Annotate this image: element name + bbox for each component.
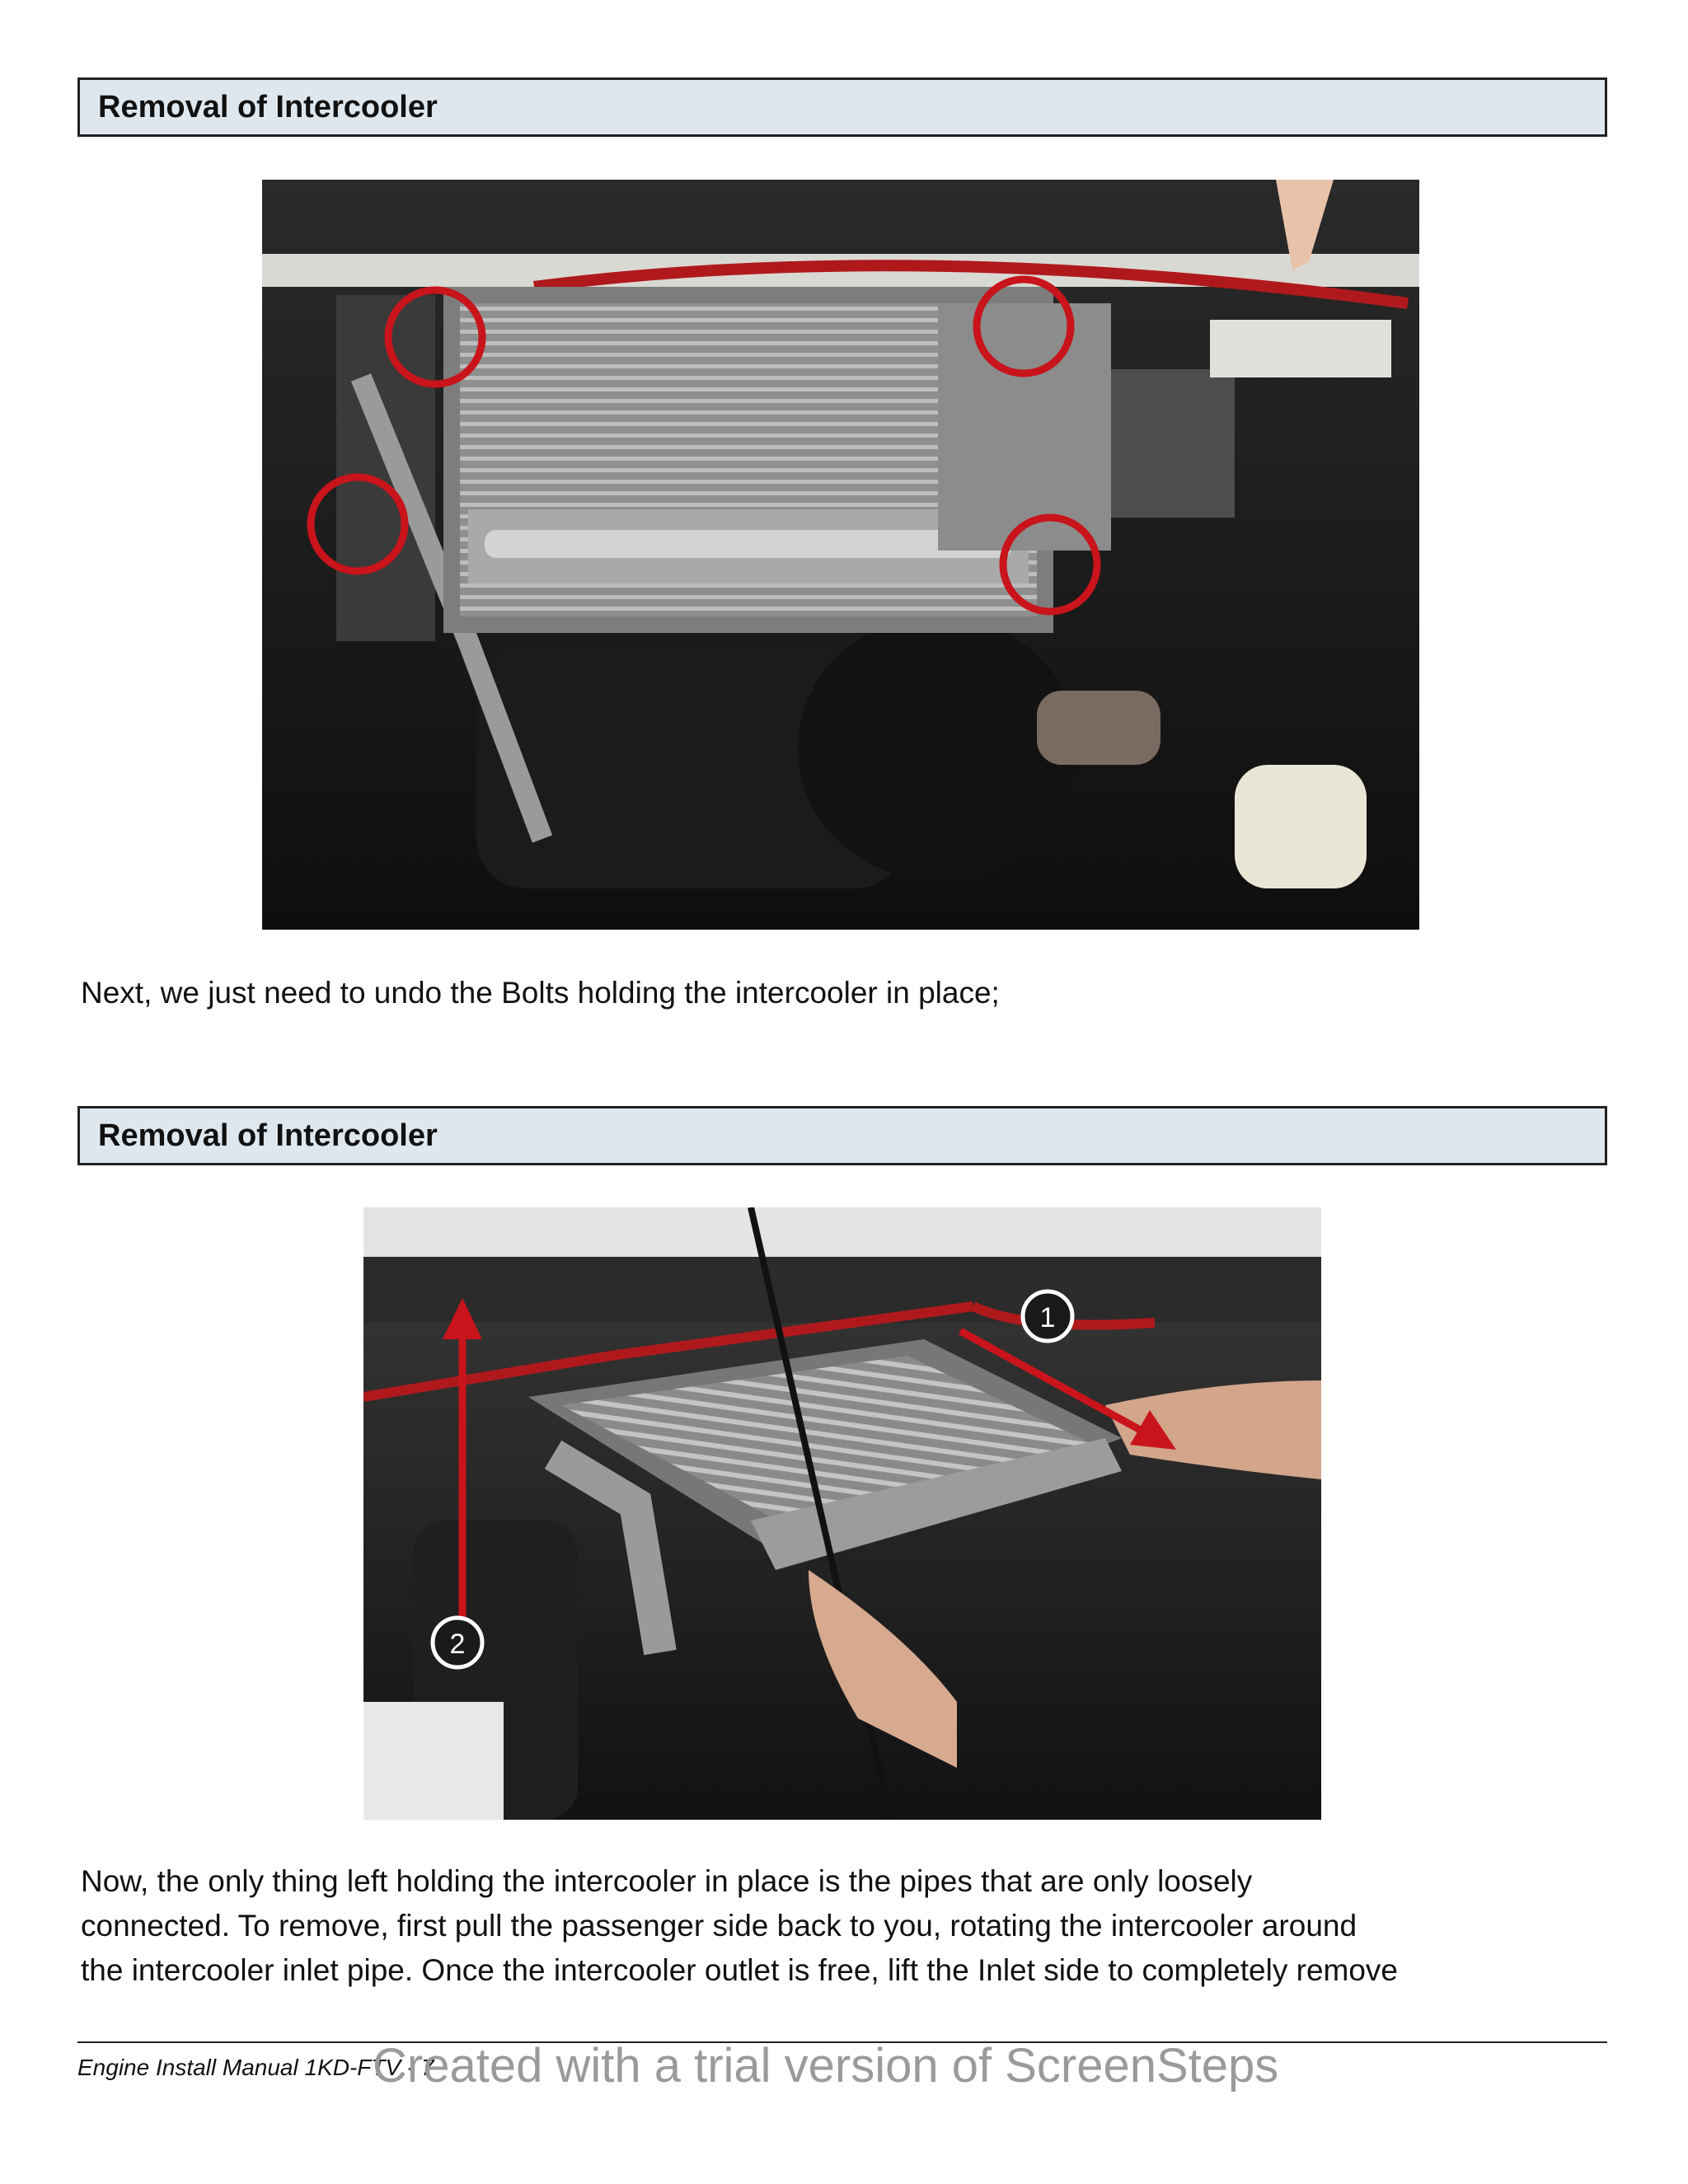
callout-2-label: 2 bbox=[449, 1629, 466, 1660]
intercooler-removal-photo bbox=[363, 1207, 1321, 1820]
step-2-line-3: the intercooler inlet pipe. Once the intercooler outlet is free, lift the Inlet side to completely remove bbox=[81, 1953, 1398, 1987]
callout-2 bbox=[433, 1618, 482, 1667]
trial-watermark: Created with a trial version of ScreenSteps bbox=[373, 2039, 1279, 2093]
section-header-2 bbox=[77, 1106, 1607, 1165]
engine-bay-photo bbox=[262, 180, 1419, 930]
step-2-line-2: connected. To remove, first pull the passenger side back to you, rotating the intercooler around bbox=[81, 1909, 1357, 1943]
step-1-text: Next, we just need to undo the Bolts holding the intercooler in place; bbox=[81, 976, 1000, 1010]
section-title: Removal of Intercooler bbox=[98, 89, 438, 124]
footer-page-label: Engine Install Manual 1KD-FTV - 7 bbox=[77, 2055, 434, 2080]
section-title: Removal of Intercooler bbox=[98, 1118, 438, 1153]
callout-1-label: 1 bbox=[1039, 1302, 1056, 1333]
callout-1 bbox=[1023, 1291, 1072, 1341]
step-2-line-1: Now, the only thing left holding the intercooler in place is the pipes that are only loosely bbox=[81, 1864, 1253, 1898]
section-header-1 bbox=[77, 77, 1607, 137]
step-2-text bbox=[81, 1859, 1398, 1993]
